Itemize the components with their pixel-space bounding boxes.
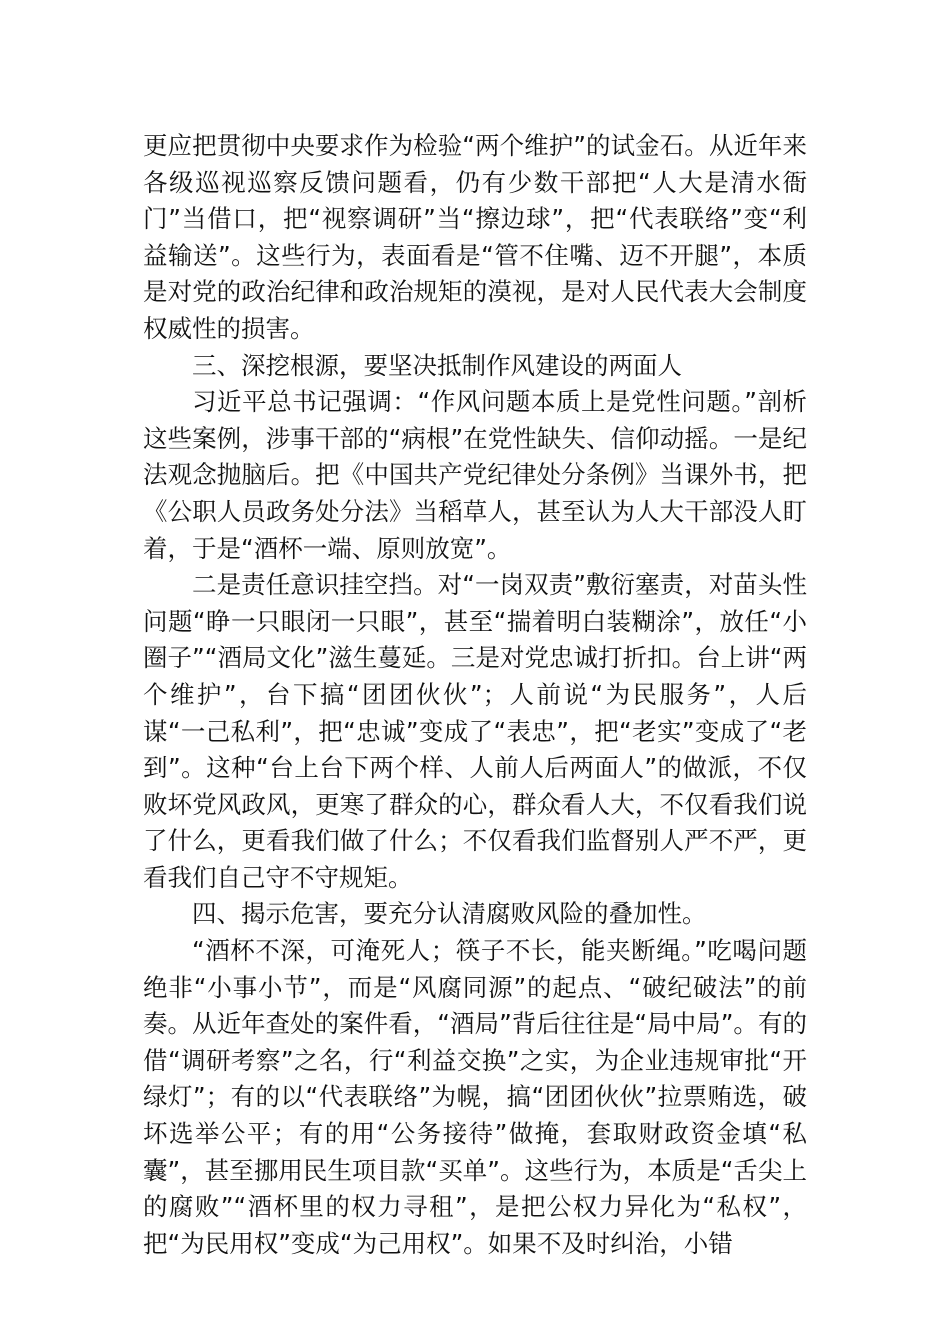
section-heading-four: 四、揭示危害，要充分认清腐败风险的叠加性。 [192, 899, 707, 929]
paragraph-root-causes: 习近平总书记强调：“作风问题本质上是党性问题。”剖析这些案例，涉事干部的“病根”在党性缺失、信仰动摇。一是纪法观念抛脑后。把《中国共产党纪律处分条例》当课外书，把《公职人员政务处分法》当稻草人，甚至认为人大干部没人盯着，于是“酒杯一端、原则放宽”。 [143, 387, 807, 563]
document-body [143, 128, 807, 1262]
paragraph-continued: 更应把贯彻中央要求作为检验“两个维护”的试金石。从近年来各级巡视巡察反馈问题看，仍有少数干部把“人大是清水衙门”当借口，把“视察调研”当“擦边球”，把“代表联络”变“利益输送”。这些行为，表面看是“管不住嘴、迈不开腿”，本质是对党的政治纪律和政治规矩的漠视，是对人民代表大会制度权威性的损害。 [143, 131, 807, 343]
paragraph-harm: “酒杯不深，可淹死人；筷子不长，能夹断绳。”吃喝问题绝非“小事小节”，而是“风腐同源”的起点、“破纪破法”的前奏。从近年查处的案件看，“酒局”背后往往是“局中局”。有的借“调研考察”之名，行“利益交换”之实，为企业违规审批“开绿灯”；有的以“代表联络”为幌，搞“团团伙伙”拉票贿选，破坏选举公平；有的用“公务接待”做掩，套取财政资金填“私囊”，甚至挪用民生项目款“买单”。这些行为，本质是“舌尖上的腐败”“酒杯里的权力寻租”，是把公权力异化为“私权”，把“为民用权”变成“为己用权”。如果不及时纠治，小错 [143, 936, 807, 1258]
section-heading-three: 三、深挖根源，要坚决抵制作风建设的两面人 [192, 350, 682, 380]
paragraph-responsibility: 二是责任意识挂空挡。对“一岗双责”敷衍塞责，对苗头性问题“睁一只眼闭一只眼”，甚至“揣着明白装糊涂”，放任“小圈子”“酒局文化”滋生蔓延。三是对党忠诚打折扣。台上讲“两个维护”，台下搞“团团伙伙”；人前说“为民服务”，人后谋“一己私利”，把“忠诚”变成了“表忠”，把“老实”变成了“老到”。这种“台上台下两个样、人前人后两面人”的做派，不仅败坏党风政风，更寒了群众的心，群众看人大，不仅看我们说了什么，更看我们做了什么；不仅看我们监督别人严不严，更看我们自己守不守规矩。 [143, 570, 807, 892]
